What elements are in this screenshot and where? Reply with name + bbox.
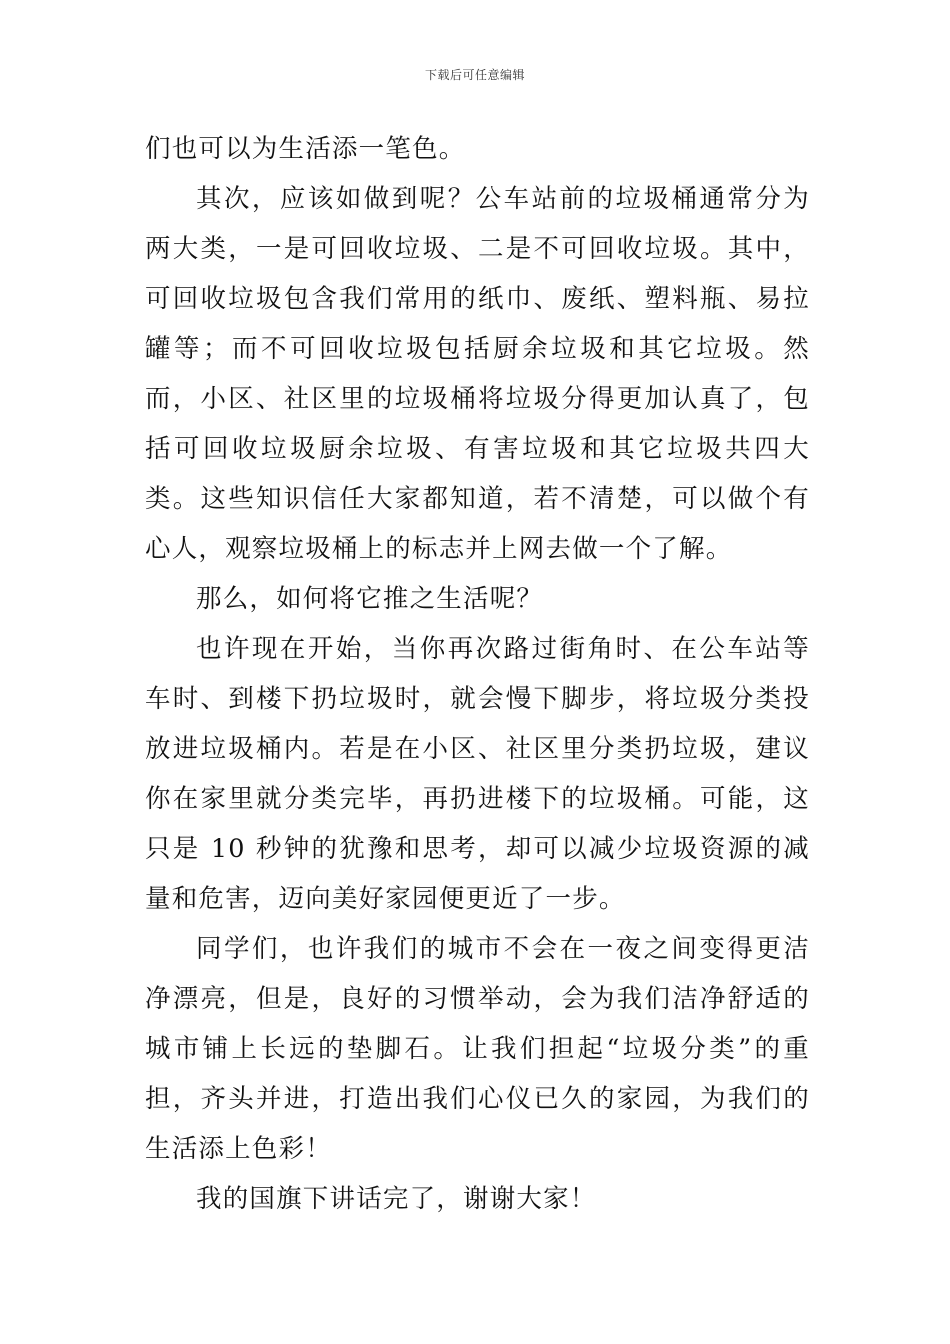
- paragraph-5: 同学们，也许我们的城市不会在一夜之间变得更洁净漂亮，但是，良好的习惯举动，会为我们洁净舒适的城市铺上长远的垫脚石。让我们担起“垃圾分类”的重担，齐头并进，打造出我们心仪已久的家园，为我们的生活添上色彩！: [145, 934, 810, 1164]
- paragraph-3: 那么，如何将它推之生活呢？: [196, 584, 544, 614]
- paragraph-1: 们也可以为生活添一笔色。: [145, 134, 466, 164]
- document-body: [145, 124, 810, 1224]
- paragraph-2: 其次，应该如做到呢？公车站前的垃圾桶通常分为两大类，一是可回收垃圾、二是不可回收垃圾。其中，可回收垃圾包含我们常用的纸巾、废纸、塑料瓶、易拉罐等；而不可回收垃圾包括厨余垃圾和其它垃圾。然而，小区、社区里的垃圾桶将垃圾分得更加认真了，包括可回收垃圾厨余垃圾、有害垃圾和其它垃圾共四大类。这些知识信任大家都知道，若不清楚，可以做个有心人，观察垃圾桶上的标志并上网去做一个了解。: [145, 184, 810, 564]
- page-header: 下载后可任意编辑: [424, 68, 525, 82]
- paragraph-6: 我的国旗下讲话完了，谢谢大家！: [196, 1184, 597, 1214]
- paragraph-4: 也许现在开始，当你再次路过街角时、在公车站等车时、到楼下扔垃圾时，就会慢下脚步，将垃圾分类投放进垃圾桶内。若是在小区、社区里分类扔垃圾，建议你在家里就分类完毕，再扔进楼下的垃圾桶。可能，这只是 10 秒钟的犹豫和思考，却可以减少垃圾资源的减量和危害，迈向美好家园便更近了一步。: [145, 634, 810, 914]
